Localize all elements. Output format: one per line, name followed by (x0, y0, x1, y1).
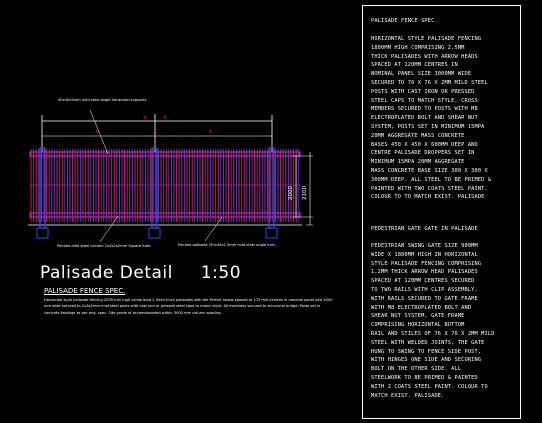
panel-heading-pedestrian-gate: PEDESTRIAN GATE GATE IN PALISADE (371, 226, 478, 232)
note-painted-palisade: Painted palisade (50x30x2,5mm mild steel angle iron) (178, 243, 276, 247)
palisade-pales-group (31, 149, 299, 222)
dim-label-2000: 2000 (288, 186, 294, 200)
dim-marker-1: x (95, 128, 99, 135)
drawing-spec-body: Horizontal style palisade fencing 2000 mm high comprising 2,5mm thick palisades with die Perfort heads spaced at 170 mm centres in nominal panel size 3000 mm wide secured to 2x3x2mm mild steel posts with cast iron or pressed steel caps to match style. All members secured to structural bridge. Posts set in concrete footings as per eng. spec. Site grade of accommodated within 3000 mm column spacing. (44, 298, 333, 315)
panel-body-pedestrian-gate: PEDESTRIAN SWING GATE SIZE 900MM WIDE X 1800MM HIGH IN HORIZONTAL STYLE PALISADE FENCING COMPRISING 1,2MM THICK ARROW HEAD PALISADES SPACED AT 120MM CENTRES SECURED TO TWO RAILS WITH CLIP ASSEMBLY, WITH RAILS SECURED TO GATE FRAME WITH M8 ELECTROPLATED BOLT AND SHEAR NUT SYSTEM, GATE FRAME COMPRISING HORIZONTAL BOTTOM RAIL AND STILES OF 76 X 76 X 2MM MILD STEEL WITH WELDED JOINTS, THE GATE HUNG TO SWING TO FENCE SIDE POST, WITH HINGES ONE SIDE AND SECURING BOLT ON THE OTHER SIDE. ALL STEELWORK TO BE PRIMED & PAINTED WITH 2 COATS STEEL PAINT. COLOUR TO MATCH EXIST. PALISADE. (371, 243, 495, 399)
drawing-title (40, 263, 241, 283)
note-horizontal-supports: 40x40x5mm mild steel angle horizontal supports (58, 98, 147, 102)
panel-body-palisade-spec: HORIZONTAL STYLE PALISADE FENCING 1800MM HIGH COMPRISING 2,5MM THICK PALISADES WITH ARROW HEADS SPACED AT 120MM CENTRES IN NOMINAL PANEL SIZE 3000MM WIDE SECURED TO 76 X 76 X 2MM MILD STEEL POSTS WITH CAST IRON OR PRESSED STEEL CAPS TO MATCH STYLE, CROSS MEMBERS SECURED TO POSTS WITH M8 ELECTROPLATED BOLT AND SHEAR NUT SYSTEM, POSTS SET IN MINIMUM 15MPA 20MM AGGREGATE MASS CONCRETE BASES 450 X 450 X 600MM DEEP AND CENTRE PALISADE DROPPERS SET IN MINIMUM 15MPA 20MM AGGREGATE MASS CONCRETE BASE SIZE 300 X 300 X 300MM DEEP. ALL STEEL TO BE PRIMED & PAINTED WITH TWO COATS STEEL PAINT. COLOUR TO TO MATCH EXIST. PALISADE (371, 36, 492, 201)
drawing-scale: 1:50 (200, 263, 242, 283)
dim-label-2100: 2100 (302, 186, 308, 200)
panel-heading-palisade-spec: PALISADE FENCE SPEC. (371, 18, 438, 24)
drawing-spec-heading: PALISADE FENCE SPEC. (44, 287, 126, 295)
dim-marker-3: x (163, 114, 167, 121)
note-mild-steel-column: Painted mild steel column 2x3x2x2mm Square tube. (57, 244, 152, 248)
dim-marker-2: x (143, 114, 147, 121)
dim-marker-5: x (153, 128, 157, 135)
dim-marker-4: x (208, 128, 212, 135)
leader-top-note (90, 110, 108, 154)
drawing-title-text: Palisade Detail (40, 263, 173, 283)
spec-text-panel (362, 5, 521, 419)
